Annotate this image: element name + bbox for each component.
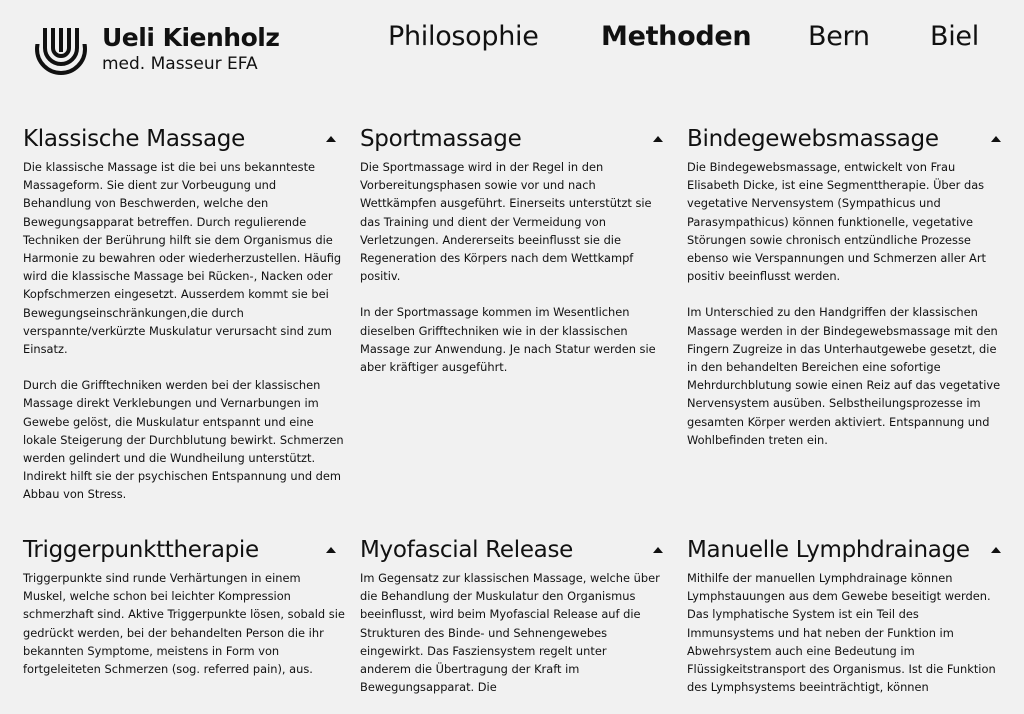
brand-logo[interactable] [34, 22, 279, 76]
nav-methoden[interactable]: Methoden [601, 21, 752, 52]
section-paragraph: Die Bindegewebsmassage, entwickelt von Frau Elisabeth Dicke, ist eine Segmenttherapie. Über das vegetative Nervensystem (Sympathicus und Parasympathicus) können funktionelle, vegetative Störungen sowie chronisch entzündliche Prozesse ebenso wie Verspannungen und Schmerzen aller Art positiv beeinflusst werden. [687, 160, 986, 284]
brand-subtitle: med. Masseur EFA [102, 54, 258, 74]
section-title: Triggerpunkttherapie [23, 537, 259, 563]
collapse-toggle-icon[interactable] [991, 136, 1001, 142]
logo-icon [34, 22, 88, 76]
collapse-toggle-icon[interactable] [326, 547, 336, 553]
section-title: Sportmassage [360, 126, 522, 152]
nav-bern[interactable]: Bern [808, 21, 870, 52]
section-paragraph: Durch die Grifftechniken werden bei der klassischen Massage direkt Verklebungen und Vernarbungen im Gewebe gelöst, die Muskulatur entspannt und eine lokale Steigerung der Durchblutung bewirkt. Schmerzen werden gelindert und die Wundheilung unterstützt. Indirekt hilft sie der psychischen Entspannung und dem Abbau von Stress. [23, 378, 344, 502]
nav-biel[interactable]: Biel [930, 21, 979, 52]
section-paragraph: Die klassische Massage ist die bei uns bekannteste Massageform. Sie dient zur Vorbeugung und Behandlung von Beschwerden, welche den Bewegungsapparat betreffen. Durch regulierende Techniken der Berührung hilft sie dem Organismus die Harmonie zu bewahren oder wiederherzustellen. Häufig wird die klassische Massage bei Rücken-, Nacken oder Kopfschmerzen eingesetzt. Ausserdem kommt sie bei Bewegungseinschränkungen,die durch verspannte/verkürzte Muskulatur verursacht sind zum Einsatz. [23, 160, 342, 357]
collapse-toggle-icon[interactable] [991, 547, 1001, 553]
brand-name: Ueli Kienholz [102, 23, 280, 52]
collapse-toggle-icon[interactable] [653, 547, 663, 553]
collapse-toggle-icon[interactable] [653, 136, 663, 142]
section-klassische-massage [23, 124, 345, 522]
section-manuelle-lymphdrainage [687, 535, 1002, 714]
site-header [0, 0, 1024, 110]
section-paragraph: Die Sportmassage wird in der Regel in den Vorbereitungsphasen sowie vor und nach Wettkämpfen ausgeführt. Einerseits unterstützt sie das Training und dient der Vermeidung von Verletzungen. Andererseits beeinflusst sie die Regeneration des Körpers nach dem Wettkampf positiv. [360, 160, 652, 284]
section-myofascial-release [360, 535, 660, 714]
nav-philosophie[interactable]: Philosophie [388, 21, 539, 52]
section-title: Bindegewebsmassage [687, 126, 939, 152]
section-triggerpunkttherapie [23, 535, 345, 696]
section-sportmassage [360, 124, 660, 394]
section-paragraph: Mithilfe der manuellen Lymphdrainage können Lymphstauungen aus dem Gewebe beseitigt werden. Das lymphatische System ist ein Teil des Immunsystems und hat neben der Funktion im Abwehrsystem auch eine Bedeutung im Flüssigkeitstransport des Organismus. Ist die Funktion des Lymphsystems beeinträchtigt, können [687, 571, 996, 695]
section-title: Myofascial Release [360, 537, 573, 563]
section-title: Manuelle Lymphdrainage [687, 537, 970, 563]
section-paragraph: Im Unterschied zu den Handgriffen der klassischen Massage werden in der Bindegewebsmassage mit den Fingern Zugreize in das Unterhautgewebe gesetzt, die in den behandelten Bereichen eine sofortige Mehrdurchblutung sowie einen Reiz auf das vegetative Nervensystem ausüben. Selbstheilungsprozesse im gesamten Körper werden aktiviert. Entspannung und Wohlbefinden treten ein. [687, 305, 1001, 447]
section-bindegewebsmassage [687, 124, 1002, 467]
collapse-toggle-icon[interactable] [326, 136, 336, 142]
section-paragraph: In der Sportmassage kommen im Wesentlichen dieselben Grifftechniken wie in der klassischen Massage zur Anwendung. Je nach Statur werden sie aber kräftiger ausgeführt. [360, 305, 656, 375]
section-paragraph: Triggerpunkte sind runde Verhärtungen in einem Muskel, welche schon bei leichter Kompression schmerzhaft sind. Aktive Triggerpunkte lösen, sobald sie gedrückt werden, bei der behandelten Person die ihr bekannten Symptome, meistens in Form von fortgeleiteten Schmerzen (sog. referred pain), aus. [23, 571, 345, 677]
section-paragraph: Im Gegensatz zur klassischen Massage, welche über die Behandlung der Muskulatur den Organismus beeinflusst, wird beim Myofascial Release auf die Strukturen des Binde- und Sehnengewebes eingewirkt. Das Fasziensystem regelt unter anderem die Übertragung der Kraft im Bewegungsapparat. Die [360, 571, 660, 695]
section-title: Klassische Massage [23, 126, 245, 152]
